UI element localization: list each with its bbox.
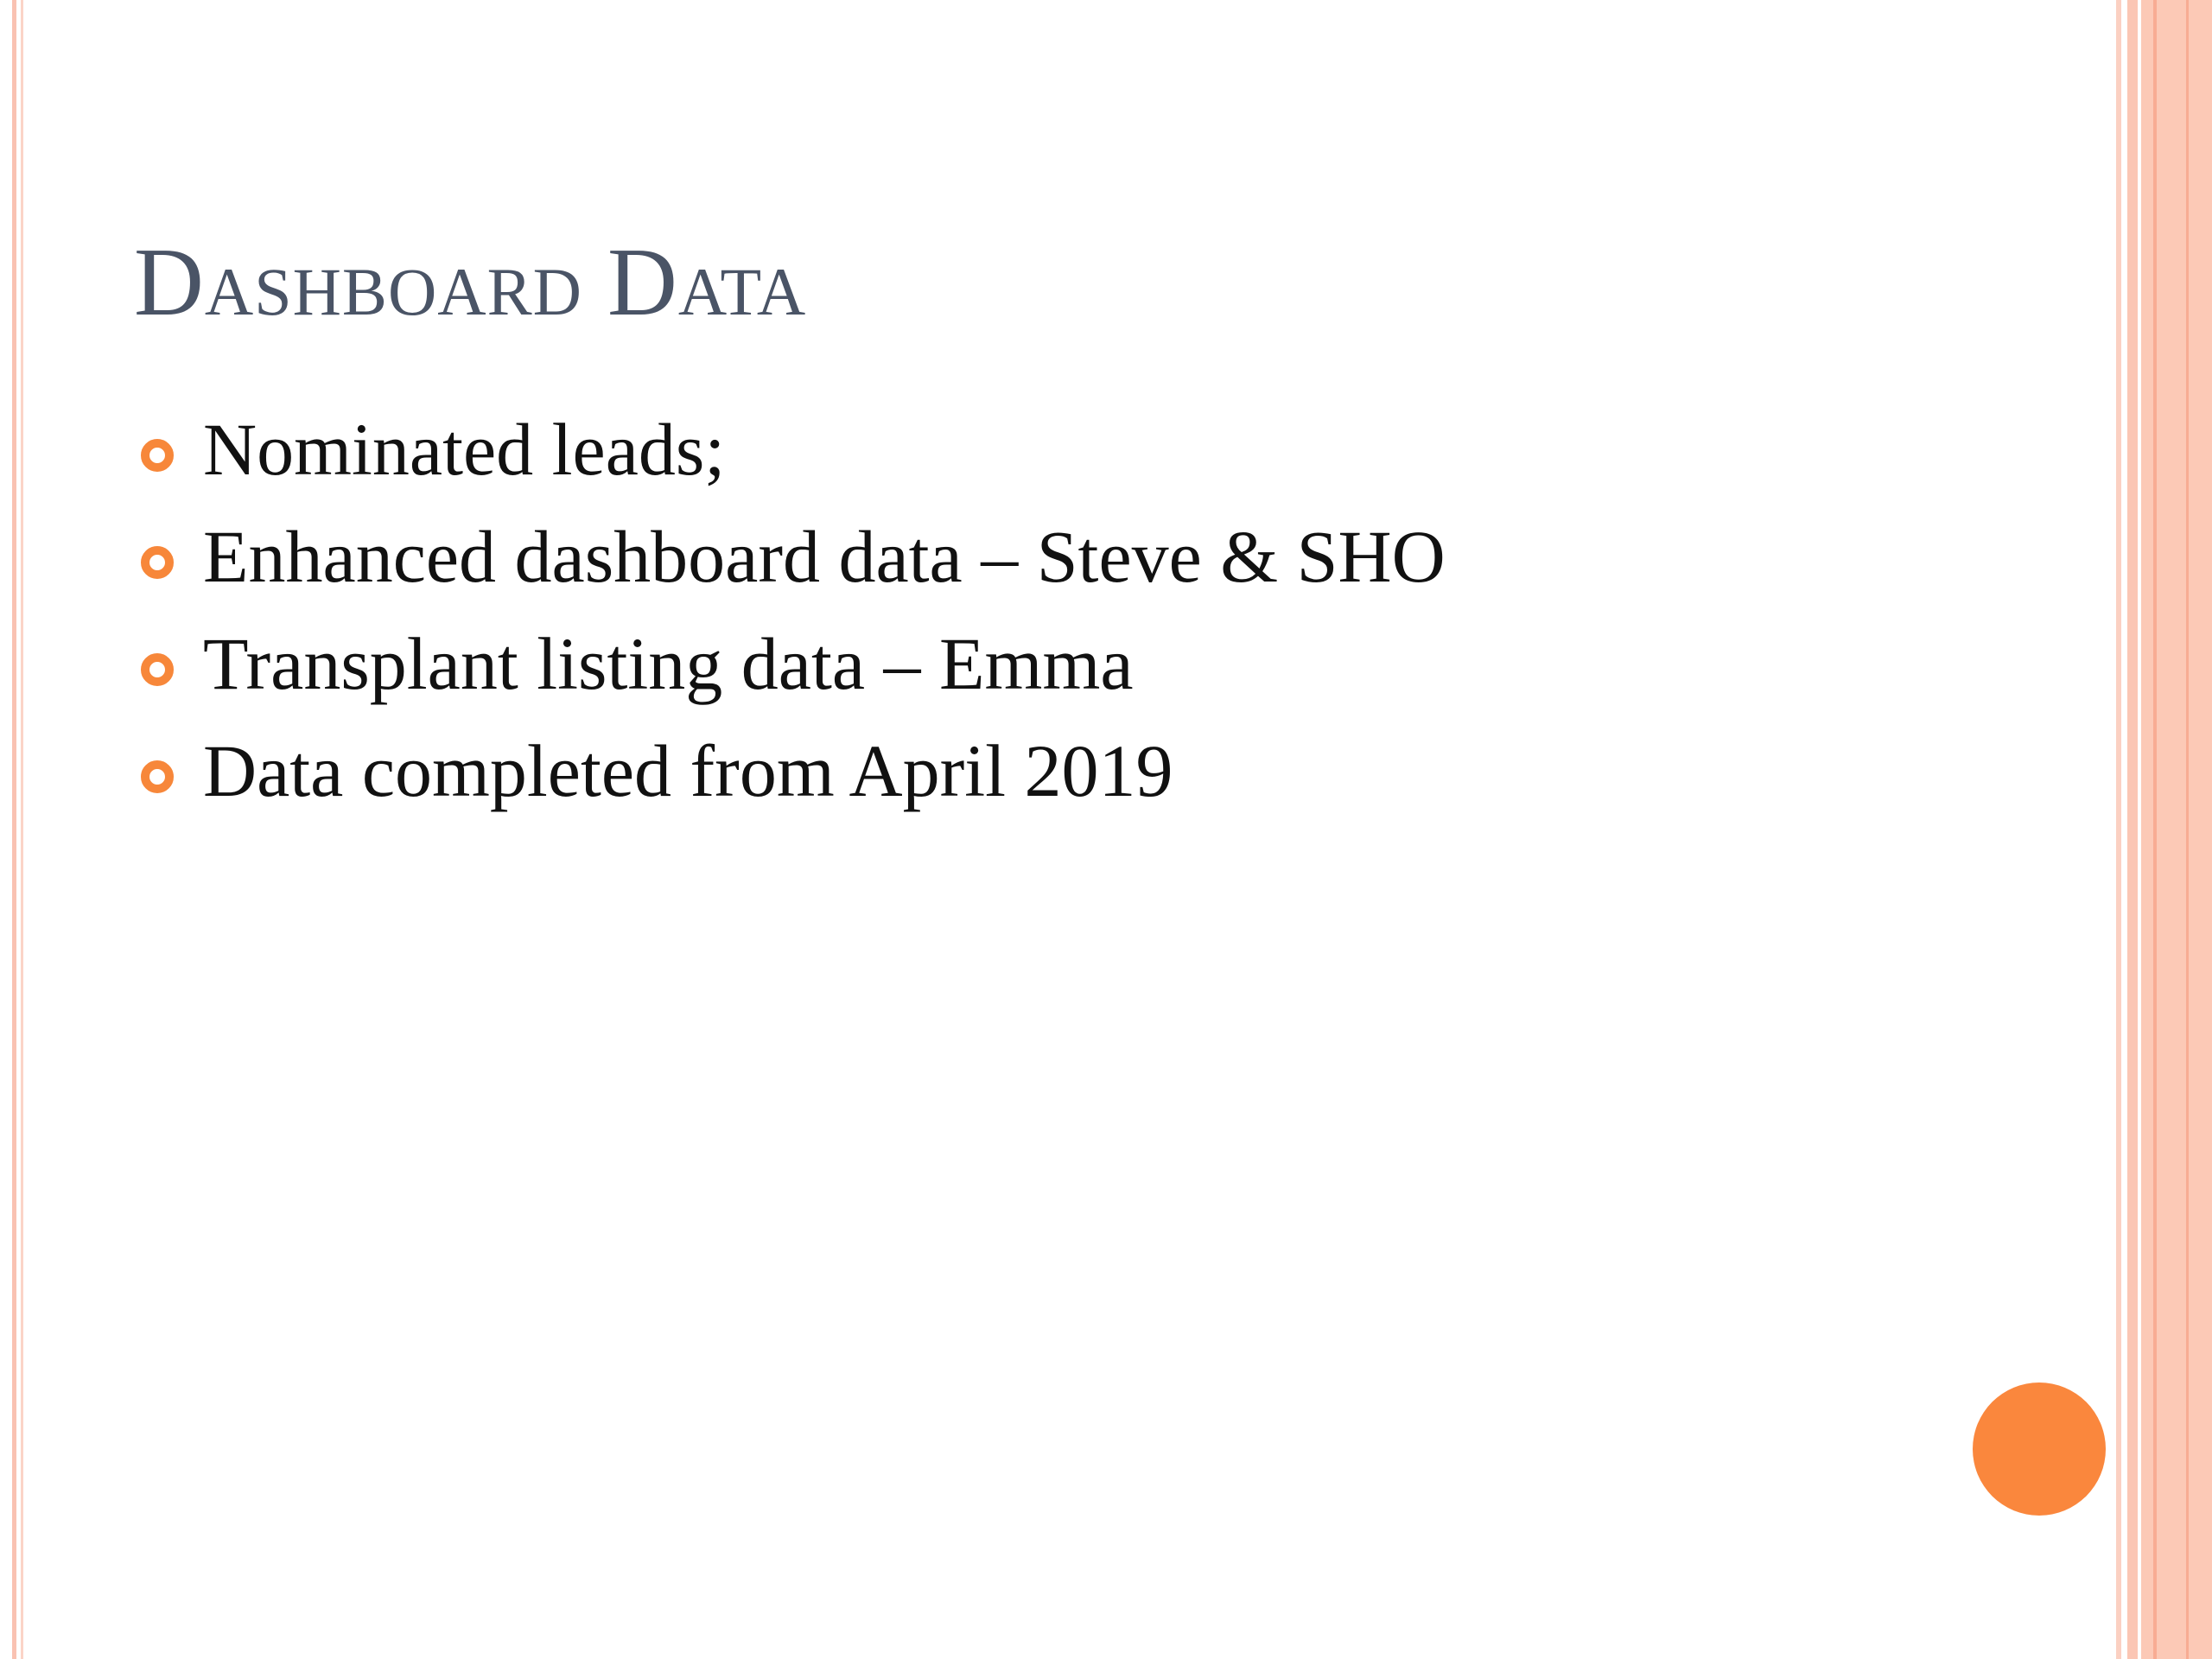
bullet-text: Transplant listing data – Emma	[203, 622, 1134, 705]
bullet-text: Nominated leads;	[203, 408, 726, 491]
hollow-circle-icon	[141, 760, 174, 793]
bullet-text: Enhanced dashboard data – Steve & SHO	[203, 515, 1446, 598]
left-border-line	[12, 0, 16, 1659]
hollow-circle-icon	[141, 439, 174, 472]
right-border-line	[2153, 0, 2157, 1659]
decorative-circle	[1973, 1382, 2106, 1516]
hollow-circle-icon	[141, 653, 174, 686]
left-border-line	[21, 0, 23, 1659]
right-border-band	[2141, 0, 2212, 1659]
slide-title: Dashboard Data	[134, 229, 807, 336]
right-border-line	[2186, 0, 2189, 1659]
right-border-line	[2127, 0, 2138, 1659]
right-border-line	[2116, 0, 2121, 1659]
bullet-text: Data completed from April 2019	[203, 729, 1173, 812]
hollow-circle-icon	[141, 546, 174, 579]
